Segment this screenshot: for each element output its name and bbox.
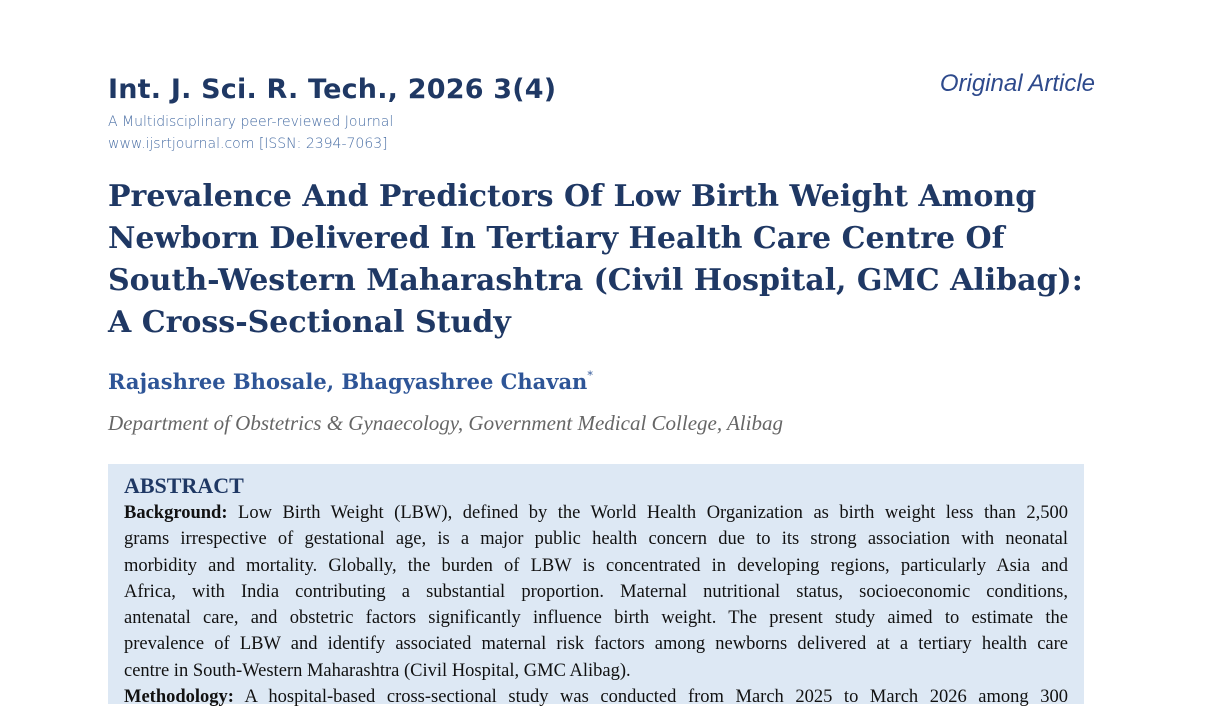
- author-list: [108, 369, 593, 394]
- abstract-line: prevalence of LBW and identify associated maternal risk factors among newborns delivered at a tertiary health care: [124, 634, 1068, 655]
- journal-title: Int. J. Sci. R. Tech., 2026 3(4): [108, 74, 557, 105]
- abstract-background: [124, 500, 1068, 710]
- article-type: Original Article: [939, 70, 1095, 97]
- abstract-line: antenatal care, and obstetric factors significantly influence birth weight. The present study aimed to estimate the: [124, 608, 1068, 629]
- corresponding-author-mark: *: [587, 369, 593, 382]
- author-affiliation: Department of Obstetrics & Gynaecology, Government Medical College, Alibag: [108, 411, 783, 435]
- abstract-line: grams irrespective of gestational age, is a major public health concern due to its strong association with neonatal: [124, 529, 1068, 550]
- abstract-line: [124, 500, 1068, 526]
- paper-title-line: Prevalence And Predictors Of Low Birth Weight Among: [108, 179, 1037, 214]
- paper-title-line: A Cross-Sectional Study: [108, 305, 511, 340]
- abstract-heading: ABSTRACT: [124, 473, 244, 498]
- abstract-box: [108, 464, 1084, 708]
- author-names: Rajashree Bhosale, Bhagyashree Chavan: [108, 369, 588, 394]
- abstract-text-segment: A hospital-based cross-sectional study was conducted from March 2025 to March 2026 among 300: [233, 687, 1068, 708]
- journal-tagline: A Multidisciplinary peer-reviewed Journal: [108, 114, 394, 130]
- abstract-line: [124, 684, 1068, 710]
- paper-title-line: South-Western Maharashtra (Civil Hospital, GMC Alibag):: [108, 263, 1083, 298]
- paper-title: [108, 176, 1108, 344]
- abstract-line: morbidity and mortality. Globally, the burden of LBW is concentrated in developing regions, particularly Asia and: [124, 555, 1068, 576]
- paper-title-line: Newborn Delivered In Tertiary Health Care Centre Of: [108, 221, 1005, 256]
- methodology-label: Methodology:: [124, 687, 234, 708]
- journal-website[interactable]: www.ijsrtjournal.com [ISSN: 2394-7063]: [108, 136, 388, 152]
- background-label: Background:: [124, 503, 228, 523]
- abstract-line: centre in South-Western Maharashtra (Civil Hospital, GMC Alibag).: [124, 660, 631, 681]
- abstract-text-segment: Low Birth Weight (LBW), defined by the World Health Organization as birth weight less than 2,500: [227, 503, 1068, 523]
- abstract-line: Africa, with India contributing a substantial proportion. Maternal nutritional status, socioeconomic conditions,: [124, 581, 1068, 602]
